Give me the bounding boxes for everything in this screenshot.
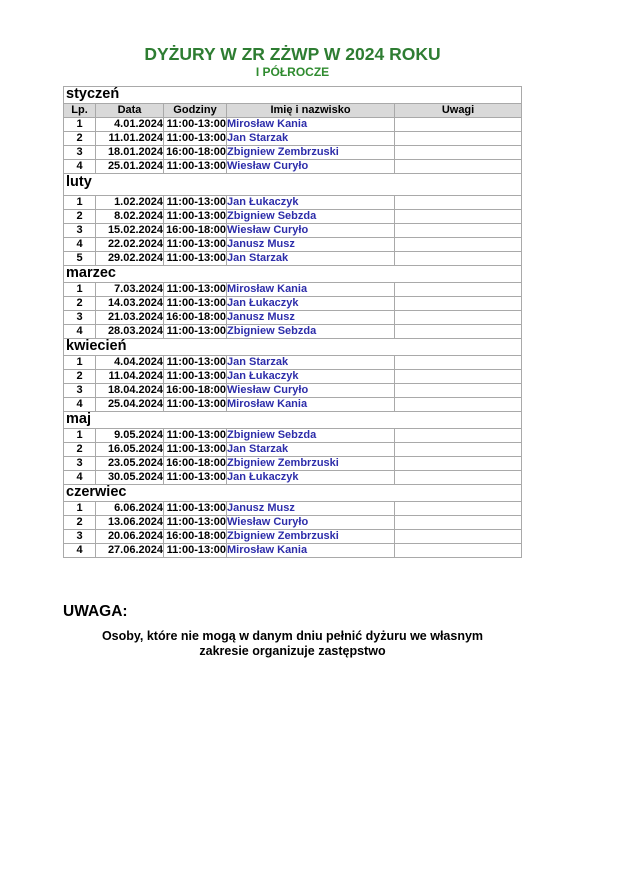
duty-row <box>64 530 522 544</box>
page-subtitle: I PÓŁROCZE <box>255 65 330 79</box>
cell-name: Janusz Musz <box>227 502 395 516</box>
cell-date: 7.03.2024 <box>96 283 164 297</box>
cell-hours: 11:00-13:00 <box>164 544 227 558</box>
cell-date: 18.04.2024 <box>96 384 164 398</box>
cell-name: Zbigniew Sebzda <box>227 325 395 339</box>
cell-date: 6.06.2024 <box>96 502 164 516</box>
cell-date: 30.05.2024 <box>96 471 164 485</box>
cell-remarks <box>395 356 522 370</box>
cell-remarks <box>395 325 522 339</box>
duty-row <box>64 356 522 370</box>
duty-row <box>64 370 522 384</box>
cell-date: 29.02.2024 <box>96 252 164 266</box>
notice-line-1: Osoby, które nie mogą w danym dniu pełnić dyżuru we własnym <box>101 629 484 643</box>
cell-date: 20.06.2024 <box>96 530 164 544</box>
cell-hours: 11:00-13:00 <box>164 398 227 412</box>
cell-name: Jan Starzak <box>227 356 395 370</box>
month-section-row <box>64 339 522 356</box>
cell-hours: 16:00-18:00 <box>164 530 227 544</box>
cell-lp: 2 <box>64 297 96 311</box>
cell-date: 22.02.2024 <box>96 238 164 252</box>
cell-lp: 3 <box>64 457 96 471</box>
cell-date: 25.04.2024 <box>96 398 164 412</box>
cell-name: Jan Starzak <box>227 443 395 457</box>
month-section-row <box>64 412 522 429</box>
cell-date: 11.01.2024 <box>96 132 164 146</box>
cell-remarks <box>395 370 522 384</box>
cell-date: 18.01.2024 <box>96 146 164 160</box>
cell-lp: 3 <box>64 224 96 238</box>
duty-row <box>64 516 522 530</box>
cell-remarks <box>395 398 522 412</box>
cell-lp: 4 <box>64 160 96 174</box>
cell-hours: 16:00-18:00 <box>164 224 227 238</box>
cell-remarks <box>395 160 522 174</box>
cell-hours: 11:00-13:00 <box>164 325 227 339</box>
cell-lp: 4 <box>64 238 96 252</box>
cell-hours: 11:00-13:00 <box>164 252 227 266</box>
cell-date: 14.03.2024 <box>96 297 164 311</box>
cell-remarks <box>395 443 522 457</box>
cell-remarks <box>395 132 522 146</box>
cell-hours: 11:00-13:00 <box>164 471 227 485</box>
cell-date: 25.01.2024 <box>96 160 164 174</box>
duty-row <box>64 224 522 238</box>
column-header: Godziny <box>164 104 227 118</box>
duty-row <box>64 297 522 311</box>
page-title: DYŻURY W ZR ZŻWP W 2024 ROKU <box>144 44 441 64</box>
cell-remarks <box>395 210 522 224</box>
duty-row <box>64 311 522 325</box>
month-section-row <box>64 266 522 283</box>
month-section-row <box>64 87 522 104</box>
cell-name: Mirosław Kania <box>227 544 395 558</box>
cell-name: Wiesław Curyło <box>227 516 395 530</box>
duty-row <box>64 118 522 132</box>
cell-hours: 16:00-18:00 <box>164 146 227 160</box>
cell-name: Jan Łukaczyk <box>227 370 395 384</box>
duty-row <box>64 238 522 252</box>
duty-row <box>64 443 522 457</box>
cell-date: 1.02.2024 <box>96 196 164 210</box>
cell-name: Janusz Musz <box>227 311 395 325</box>
cell-hours: 11:00-13:00 <box>164 502 227 516</box>
cell-name: Zbigniew Zembrzuski <box>227 457 395 471</box>
column-header: Lp. <box>64 104 96 118</box>
cell-lp: 3 <box>64 146 96 160</box>
cell-remarks <box>395 544 522 558</box>
month-name: luty <box>64 174 522 196</box>
cell-remarks <box>395 297 522 311</box>
cell-name: Mirosław Kania <box>227 283 395 297</box>
cell-name: Jan Łukaczyk <box>227 196 395 210</box>
month-name: marzec <box>64 266 522 283</box>
notice-line-2: zakresie organizuje zastępstwo <box>199 644 386 658</box>
month-section-row <box>64 174 522 196</box>
cell-remarks <box>395 238 522 252</box>
cell-lp: 2 <box>64 210 96 224</box>
cell-hours: 16:00-18:00 <box>164 311 227 325</box>
cell-hours: 11:00-13:00 <box>164 370 227 384</box>
duty-row <box>64 471 522 485</box>
cell-date: 21.03.2024 <box>96 311 164 325</box>
cell-lp: 1 <box>64 283 96 297</box>
cell-lp: 4 <box>64 325 96 339</box>
cell-name: Jan Starzak <box>227 252 395 266</box>
cell-remarks <box>395 311 522 325</box>
cell-lp: 1 <box>64 429 96 443</box>
cell-hours: 11:00-13:00 <box>164 160 227 174</box>
cell-hours: 11:00-13:00 <box>164 196 227 210</box>
cell-remarks <box>395 516 522 530</box>
cell-hours: 11:00-13:00 <box>164 118 227 132</box>
cell-lp: 4 <box>64 398 96 412</box>
column-header-row <box>64 104 522 118</box>
notice-heading: UWAGA: <box>63 603 128 620</box>
cell-hours: 11:00-13:00 <box>164 210 227 224</box>
month-name: kwiecień <box>64 339 522 356</box>
duty-row <box>64 160 522 174</box>
cell-hours: 11:00-13:00 <box>164 132 227 146</box>
duty-row <box>64 132 522 146</box>
cell-hours: 11:00-13:00 <box>164 443 227 457</box>
duty-row <box>64 502 522 516</box>
cell-remarks <box>395 252 522 266</box>
cell-remarks <box>395 530 522 544</box>
cell-lp: 2 <box>64 516 96 530</box>
cell-date: 4.04.2024 <box>96 356 164 370</box>
cell-date: 16.05.2024 <box>96 443 164 457</box>
cell-remarks <box>395 283 522 297</box>
cell-lp: 4 <box>64 544 96 558</box>
cell-remarks <box>395 224 522 238</box>
cell-name: Mirosław Kania <box>227 118 395 132</box>
month-name: maj <box>64 412 522 429</box>
duty-row <box>64 429 522 443</box>
cell-date: 13.06.2024 <box>96 516 164 530</box>
cell-remarks <box>395 457 522 471</box>
cell-remarks <box>395 118 522 132</box>
cell-lp: 1 <box>64 356 96 370</box>
cell-lp: 5 <box>64 252 96 266</box>
cell-name: Zbigniew Sebzda <box>227 429 395 443</box>
cell-date: 9.05.2024 <box>96 429 164 443</box>
cell-date: 15.02.2024 <box>96 224 164 238</box>
cell-remarks <box>395 146 522 160</box>
cell-lp: 1 <box>64 196 96 210</box>
cell-lp: 3 <box>64 311 96 325</box>
column-header: Uwagi <box>395 104 522 118</box>
duty-row <box>64 146 522 160</box>
duty-schedule-table <box>63 86 522 558</box>
duty-row <box>64 544 522 558</box>
month-section-row <box>64 485 522 502</box>
cell-name: Zbigniew Sebzda <box>227 210 395 224</box>
cell-date: 27.06.2024 <box>96 544 164 558</box>
cell-hours: 16:00-18:00 <box>164 457 227 471</box>
cell-remarks <box>395 384 522 398</box>
cell-name: Jan Łukaczyk <box>227 471 395 485</box>
cell-lp: 3 <box>64 530 96 544</box>
cell-lp: 2 <box>64 132 96 146</box>
column-header: Data <box>96 104 164 118</box>
cell-lp: 2 <box>64 370 96 384</box>
cell-remarks <box>395 196 522 210</box>
cell-lp: 4 <box>64 471 96 485</box>
duty-row <box>64 196 522 210</box>
cell-hours: 11:00-13:00 <box>164 238 227 252</box>
cell-name: Wiesław Curyło <box>227 160 395 174</box>
cell-date: 23.05.2024 <box>96 457 164 471</box>
month-name: styczeń <box>64 87 522 104</box>
duty-row <box>64 398 522 412</box>
duty-row <box>64 457 522 471</box>
cell-name: Zbigniew Zembrzuski <box>227 530 395 544</box>
cell-lp: 1 <box>64 502 96 516</box>
cell-remarks <box>395 429 522 443</box>
cell-date: 4.01.2024 <box>96 118 164 132</box>
cell-remarks <box>395 471 522 485</box>
cell-lp: 2 <box>64 443 96 457</box>
cell-hours: 11:00-13:00 <box>164 283 227 297</box>
cell-name: Mirosław Kania <box>227 398 395 412</box>
cell-name: Wiesław Curyło <box>227 384 395 398</box>
cell-lp: 1 <box>64 118 96 132</box>
cell-date: 8.02.2024 <box>96 210 164 224</box>
column-header: Imię i nazwisko <box>227 104 395 118</box>
cell-hours: 11:00-13:00 <box>164 429 227 443</box>
cell-lp: 3 <box>64 384 96 398</box>
notice-text <box>64 629 521 659</box>
duty-row <box>64 325 522 339</box>
cell-hours: 11:00-13:00 <box>164 516 227 530</box>
cell-name: Jan Starzak <box>227 132 395 146</box>
duty-row <box>64 283 522 297</box>
cell-hours: 16:00-18:00 <box>164 384 227 398</box>
month-name: czerwiec <box>64 485 522 502</box>
duty-row <box>64 210 522 224</box>
cell-date: 28.03.2024 <box>96 325 164 339</box>
cell-hours: 11:00-13:00 <box>164 356 227 370</box>
cell-hours: 11:00-13:00 <box>164 297 227 311</box>
cell-name: Jan Łukaczyk <box>227 297 395 311</box>
duty-row <box>64 252 522 266</box>
cell-name: Zbigniew Zembrzuski <box>227 146 395 160</box>
duty-row <box>64 384 522 398</box>
cell-date: 11.04.2024 <box>96 370 164 384</box>
cell-remarks <box>395 502 522 516</box>
cell-name: Janusz Musz <box>227 238 395 252</box>
cell-name: Wiesław Curyło <box>227 224 395 238</box>
